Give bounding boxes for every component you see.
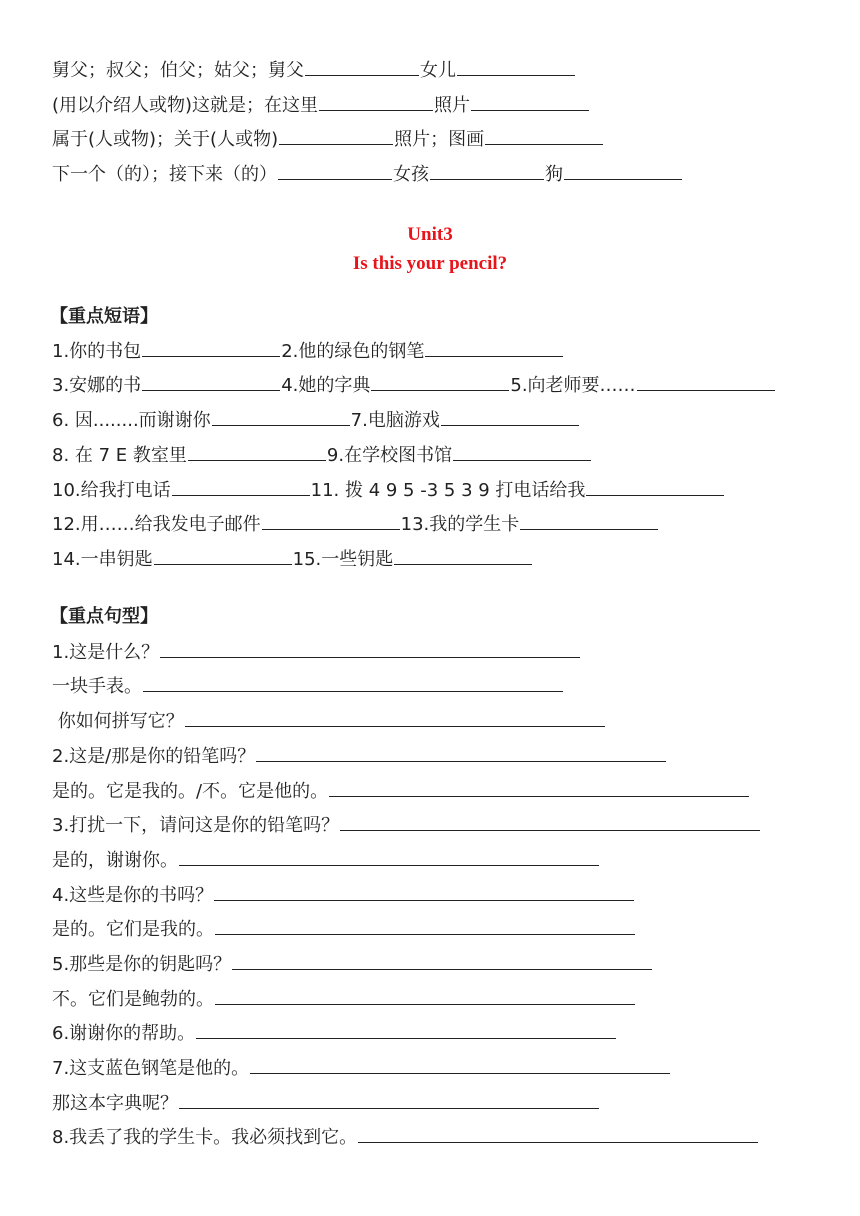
phrase-prompt: 2.他的绿色的钢笔 bbox=[281, 341, 425, 362]
answer-blank[interactable] bbox=[142, 370, 280, 391]
answer-blank[interactable] bbox=[179, 1088, 599, 1109]
answer-blank[interactable] bbox=[371, 370, 509, 391]
answer-blank[interactable] bbox=[212, 405, 350, 426]
answer-blank[interactable] bbox=[329, 776, 749, 797]
answer-blank[interactable] bbox=[179, 845, 599, 866]
phrase-row bbox=[52, 370, 776, 402]
answer-blank[interactable] bbox=[142, 336, 280, 357]
answer-blank[interactable] bbox=[262, 509, 400, 530]
vocab-prompt: 照片 bbox=[434, 95, 471, 116]
answer-blank[interactable] bbox=[358, 1122, 758, 1143]
unit-title: Unit3 bbox=[407, 224, 453, 245]
sentence-prompt: 5.那些是你的钥匙吗？ bbox=[52, 954, 232, 975]
sentence-row bbox=[52, 741, 667, 773]
answer-blank[interactable] bbox=[564, 159, 682, 180]
vocab-prompt: 狗 bbox=[545, 164, 563, 185]
sentence-row bbox=[52, 706, 606, 738]
answer-blank[interactable] bbox=[185, 706, 605, 727]
vocab-prompt: 舅父；叔父；伯父；姑父；舅父 bbox=[52, 60, 304, 81]
phrase-prompt: 8. 在 7 E 教室里 bbox=[52, 445, 187, 466]
phrase-prompt: 9.在学校图书馆 bbox=[326, 445, 453, 466]
phrase-prompt: 3.安娜的书 bbox=[52, 375, 142, 396]
sentence-row bbox=[52, 1122, 759, 1154]
answer-blank[interactable] bbox=[430, 159, 544, 180]
sentence-prompt: 7.这支蓝色钢笔是他的。 bbox=[52, 1058, 250, 1079]
sentence-row bbox=[52, 1018, 617, 1050]
sentence-prompt: 你如何拼写它？ bbox=[52, 711, 184, 732]
vocab-prompt: (用以介绍人或物)这就是；在这里 bbox=[52, 95, 319, 116]
answer-blank[interactable] bbox=[160, 637, 580, 658]
phrase-prompt: 4.她的字典 bbox=[281, 375, 371, 396]
answer-blank[interactable] bbox=[215, 914, 635, 935]
answer-blank[interactable] bbox=[394, 544, 532, 565]
answer-blank[interactable] bbox=[637, 370, 775, 391]
answer-blank[interactable] bbox=[425, 336, 563, 357]
phrases-heading: 【重点短语】 bbox=[50, 306, 158, 327]
answer-blank[interactable] bbox=[305, 55, 419, 76]
answer-blank[interactable] bbox=[188, 440, 326, 461]
answer-blank[interactable] bbox=[256, 741, 666, 762]
vocab-row bbox=[52, 90, 590, 122]
vocab-prompt: 下一个（的）；接下来（的） bbox=[52, 164, 277, 185]
phrase-prompt: 14.一串钥匙 bbox=[52, 549, 153, 570]
sentence-row bbox=[52, 949, 653, 981]
sentence-row bbox=[52, 671, 564, 703]
answer-blank[interactable] bbox=[143, 671, 563, 692]
sentence-prompt: 6.谢谢你的帮助。 bbox=[52, 1023, 196, 1044]
vocab-row bbox=[52, 124, 604, 156]
answer-blank[interactable] bbox=[232, 949, 652, 970]
sentence-row bbox=[52, 637, 581, 669]
phrase-row bbox=[52, 336, 564, 368]
answer-blank[interactable] bbox=[453, 440, 591, 461]
phrase-row bbox=[52, 509, 659, 541]
sentence-row bbox=[52, 880, 635, 912]
phrase-prompt: 5.向老师要…… bbox=[510, 375, 636, 396]
answer-blank[interactable] bbox=[485, 124, 603, 145]
phrase-row bbox=[52, 440, 592, 472]
phrase-row bbox=[52, 544, 533, 576]
phrase-row bbox=[52, 475, 725, 507]
vocab-prompt: 女儿 bbox=[420, 60, 456, 81]
phrase-prompt: 1.你的书包 bbox=[52, 341, 142, 362]
sentence-row bbox=[52, 984, 636, 1016]
sentence-prompt: 8.我丢了我的学生卡。我必须找到它。 bbox=[52, 1127, 358, 1148]
answer-blank[interactable] bbox=[319, 90, 433, 111]
sentence-prompt: 那这本字典呢？ bbox=[52, 1093, 178, 1114]
phrase-prompt: 10.给我打电话 bbox=[52, 480, 171, 501]
sentence-prompt: 2.这是/那是你的铅笔吗？ bbox=[52, 746, 256, 767]
phrase-row bbox=[52, 405, 580, 437]
answer-blank[interactable] bbox=[520, 509, 658, 530]
answer-blank[interactable] bbox=[471, 90, 589, 111]
vocab-prompt: 属于(人或物)；关于(人或物) bbox=[52, 129, 279, 150]
answer-blank[interactable] bbox=[586, 475, 724, 496]
sentence-prompt: 1.这是什么？ bbox=[52, 642, 160, 663]
sentence-row bbox=[52, 776, 750, 808]
sentence-row bbox=[52, 914, 636, 946]
sentences-heading: 【重点句型】 bbox=[50, 606, 158, 627]
answer-blank[interactable] bbox=[215, 984, 635, 1005]
sentence-prompt: 是的。它们是我的。 bbox=[52, 919, 214, 940]
phrase-prompt: 15.一些钥匙 bbox=[292, 549, 394, 570]
answer-blank[interactable] bbox=[457, 55, 575, 76]
sentence-row bbox=[52, 1053, 671, 1085]
sentence-prompt: 是的，谢谢你。 bbox=[52, 850, 178, 871]
phrase-prompt: 13.我的学生卡 bbox=[400, 514, 520, 535]
sentence-row bbox=[52, 810, 761, 842]
answer-blank[interactable] bbox=[340, 810, 760, 831]
unit-subtitle: Is this your pencil? bbox=[352, 253, 508, 274]
answer-blank[interactable] bbox=[196, 1018, 616, 1039]
vocab-row bbox=[52, 55, 576, 87]
sentence-row bbox=[52, 845, 600, 877]
answer-blank[interactable] bbox=[279, 124, 393, 145]
answer-blank[interactable] bbox=[214, 880, 634, 901]
phrase-prompt: 6. 因........而谢谢你 bbox=[52, 410, 211, 431]
sentence-prompt: 不。它们是鲍勃的。 bbox=[52, 989, 214, 1010]
vocab-prompt: 照片；图画 bbox=[394, 129, 485, 150]
answer-blank[interactable] bbox=[278, 159, 392, 180]
phrase-prompt: 12.用……给我发电子邮件 bbox=[52, 514, 261, 535]
vocab-row bbox=[52, 159, 683, 191]
phrase-prompt: 7.电脑游戏 bbox=[350, 410, 440, 431]
sentence-prompt: 3.打扰一下，请问这是你的铅笔吗？ bbox=[52, 815, 340, 836]
sentence-prompt: 一块手表。 bbox=[52, 676, 142, 697]
answer-blank[interactable] bbox=[154, 544, 292, 565]
answer-blank[interactable] bbox=[250, 1053, 670, 1074]
sentence-prompt: 是的。它是我的。/不。它是他的。 bbox=[52, 781, 329, 802]
sentence-prompt: 4.这些是你的书吗？ bbox=[52, 885, 214, 906]
answer-blank[interactable] bbox=[172, 475, 310, 496]
answer-blank[interactable] bbox=[441, 405, 579, 426]
vocab-prompt: 女孩 bbox=[393, 164, 429, 185]
phrase-prompt: 11. 拨 4 9 5 -3 5 3 9 打电话给我 bbox=[310, 480, 586, 501]
sentence-row bbox=[52, 1088, 600, 1120]
